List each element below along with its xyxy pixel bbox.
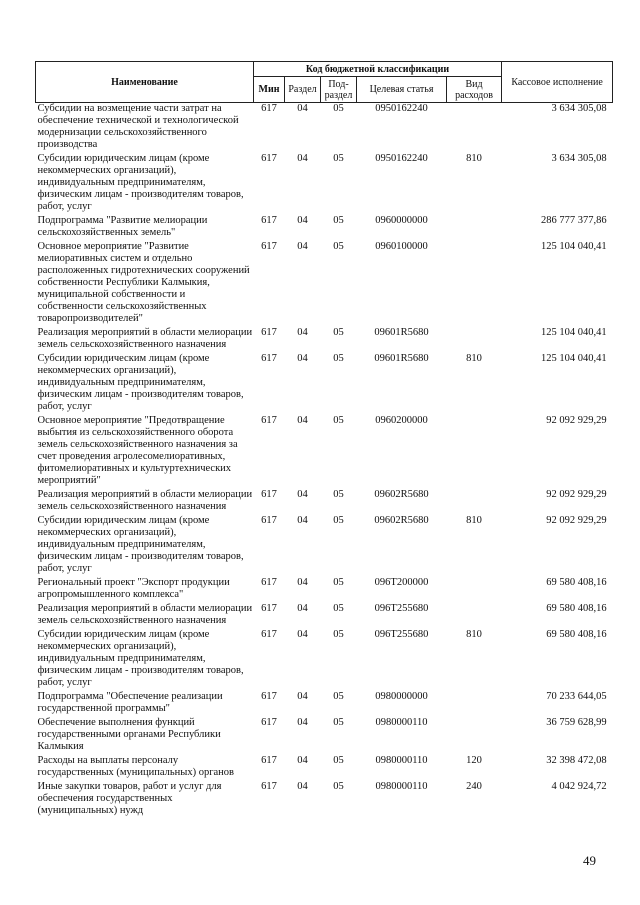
row-name: Расходы на выплаты персоналу государственных (муниципальных) органов: [37, 755, 235, 778]
row-razdel: 04: [297, 629, 308, 640]
row-razdel: 04: [297, 515, 308, 526]
row-min: 617: [261, 577, 277, 588]
row-name: Подпрограмма "Обеспечение реализации государственной программы": [37, 691, 223, 714]
row-podrazdel: 05: [333, 215, 344, 226]
row-amount: 70 233 644,05: [546, 691, 607, 702]
header-vid: Вид расходов: [447, 77, 502, 103]
row-name: Подпрограмма "Развитие мелиорации сельскохозяйственных земель": [37, 215, 208, 238]
row-target: 0960200000: [375, 415, 428, 426]
row-min: 617: [261, 717, 277, 728]
row-target: 0980000110: [375, 781, 428, 792]
row-amount: 36 759 628,99: [546, 717, 607, 728]
row-target: 0980000110: [375, 717, 428, 728]
row-name: Субсидии на возмещение части затрат на обеспечение технической и технологической модернизации сельскохозяйственного производства: [37, 103, 239, 150]
row-razdel: 04: [297, 691, 308, 702]
row-amount: 92 092 929,29: [546, 489, 607, 500]
row-podrazdel: 05: [333, 415, 344, 426]
row-name: Основное мероприятие "Развитие мелиоративных систем и отдельно расположенных гидротехнических сооружений собственности Республики Калмыкия, муниципальной собственности и собственности сельскохозяйственных товаропроизводителей": [37, 241, 250, 324]
header-podrazdel: Под-раздел: [321, 77, 357, 103]
table-row: [36, 327, 613, 353]
row-amount: 3 634 305,08: [551, 153, 607, 164]
row-target: 09602R5680: [374, 489, 429, 500]
table-row: [36, 755, 613, 781]
row-min: 617: [261, 629, 277, 640]
row-podrazdel: 05: [333, 489, 344, 500]
row-podrazdel: 05: [333, 781, 344, 792]
row-min: 617: [261, 215, 277, 226]
row-amount: 69 580 408,16: [546, 577, 607, 588]
budget-table: [35, 61, 613, 819]
row-vid: [447, 103, 502, 154]
table-row: [36, 153, 613, 215]
row-amount: 92 092 929,29: [546, 415, 607, 426]
row-vid: [447, 327, 502, 353]
row-target: 0960000000: [375, 215, 428, 226]
row-razdel: 04: [297, 577, 308, 588]
row-podrazdel: 05: [333, 691, 344, 702]
row-name: Субсидии юридическим лицам (кроме некоммерческих организаций), индивидуальным предпринимателям, физическим лицам - производителям товаров, работ, услуг: [37, 515, 244, 574]
row-min: 617: [261, 241, 277, 252]
row-name: Субсидии юридическим лицам (кроме некоммерческих организаций), индивидуальным предпринимателям, физическим лицам - производителям товаров, работ, услуг: [37, 353, 244, 412]
row-podrazdel: 05: [333, 629, 344, 640]
page-number: 49: [583, 853, 596, 868]
row-amount: 32 398 472,08: [546, 755, 607, 766]
row-name: Региональный проект "Экспорт продукции агропромышленного комплекса": [37, 577, 230, 600]
row-target: 09601R5680: [374, 327, 429, 338]
row-name: Основное мероприятие "Предотвращение выбытия из сельскохозяйственного оборота земель сельскохозяйственного назначения за счет проведения агролесомелиоративных, фитомелиоративных и культуртехнических мероприятий": [37, 415, 238, 486]
row-podrazdel: 05: [333, 515, 344, 526]
row-vid: 810: [466, 353, 482, 364]
table-header: [36, 62, 613, 103]
row-min: 617: [261, 691, 277, 702]
row-name: Обеспечение выполнения функций государственными органами Республики Калмыкия: [37, 717, 221, 752]
row-podrazdel: 05: [333, 755, 344, 766]
row-razdel: 04: [297, 415, 308, 426]
table-body: [36, 103, 613, 820]
row-min: 617: [261, 755, 277, 766]
row-vid: [447, 717, 502, 755]
row-razdel: 04: [297, 215, 308, 226]
table-row: [36, 415, 613, 489]
row-min: 617: [261, 489, 277, 500]
row-vid: [447, 603, 502, 629]
row-amount: 69 580 408,16: [546, 629, 607, 640]
row-min: 617: [261, 327, 277, 338]
row-amount: 286 777 377,86: [540, 215, 607, 226]
header-kassa: Кассовое исполнение: [502, 62, 613, 103]
row-vid: [447, 415, 502, 489]
header-min: Мин: [254, 77, 285, 103]
row-vid: [447, 215, 502, 241]
row-vid: 810: [466, 629, 482, 640]
row-name: Субсидии юридическим лицам (кроме некоммерческих организаций), индивидуальным предпринимателям, физическим лицам - производителям товаров, работ, услуг: [37, 153, 244, 212]
row-target: 096T255680: [374, 603, 429, 614]
row-min: 617: [261, 781, 277, 792]
row-razdel: 04: [297, 755, 308, 766]
row-vid: [447, 489, 502, 515]
row-name: Иные закупки товаров, работ и услуг для обеспечения государственных (муниципальных) нужд: [37, 781, 222, 816]
table-row: [36, 781, 613, 819]
row-target: 09601R5680: [374, 353, 429, 364]
row-podrazdel: 05: [333, 153, 344, 164]
row-min: 617: [261, 415, 277, 426]
row-name: Реализация мероприятий в области мелиорации земель сельскохозяйственного назначения: [37, 327, 253, 350]
header-target: Целевая статья: [357, 77, 447, 103]
table-row: [36, 103, 613, 154]
table-row: [36, 489, 613, 515]
row-amount: 69 580 408,16: [546, 603, 607, 614]
row-razdel: 04: [297, 781, 308, 792]
row-razdel: 04: [297, 153, 308, 164]
row-min: 617: [261, 103, 277, 114]
row-vid: [447, 691, 502, 717]
table-row: [36, 691, 613, 717]
table-row: [36, 515, 613, 577]
row-min: 617: [261, 353, 277, 364]
row-razdel: 04: [297, 241, 308, 252]
table-row: [36, 717, 613, 755]
budget-table-container: [35, 61, 612, 819]
row-vid: 120: [466, 755, 482, 766]
row-name: Реализация мероприятий в области мелиорации земель сельскохозяйственного назначения: [37, 603, 253, 626]
row-target: 0980000110: [375, 755, 428, 766]
row-vid: 810: [466, 153, 482, 164]
row-vid: 240: [466, 781, 482, 792]
row-name: Субсидии юридическим лицам (кроме некоммерческих организаций), индивидуальным предпринимателям, физическим лицам - производителям товаров, работ, услуг: [37, 629, 244, 688]
header-code-group: Код бюджетной классификации: [254, 62, 502, 77]
row-target: 0980000000: [375, 691, 428, 702]
row-target: 096T255680: [374, 629, 429, 640]
row-podrazdel: 05: [333, 577, 344, 588]
row-name: Реализация мероприятий в области мелиорации земель сельскохозяйственного назначения: [37, 489, 253, 512]
header-razdel: Раздел: [285, 77, 321, 103]
row-min: 617: [261, 153, 277, 164]
row-razdel: 04: [297, 717, 308, 728]
row-amount: 3 634 305,08: [551, 103, 607, 114]
table-row: [36, 629, 613, 691]
table-row: [36, 353, 613, 415]
row-min: 617: [261, 603, 277, 614]
row-amount: 125 104 040,41: [540, 241, 607, 252]
table-row: [36, 577, 613, 603]
row-podrazdel: 05: [333, 603, 344, 614]
row-amount: 125 104 040,41: [540, 353, 607, 364]
header-name: Наименование: [36, 62, 254, 103]
row-razdel: 04: [297, 603, 308, 614]
row-podrazdel: 05: [333, 241, 344, 252]
table-row: [36, 603, 613, 629]
row-razdel: 04: [297, 489, 308, 500]
row-min: 617: [261, 515, 277, 526]
table-row: [36, 241, 613, 327]
row-amount: 4 042 924,72: [551, 781, 607, 792]
row-vid: 810: [466, 515, 482, 526]
row-target: 096T200000: [374, 577, 429, 588]
row-amount: 92 092 929,29: [546, 515, 607, 526]
row-vid: [447, 241, 502, 327]
row-target: 0950162240: [375, 103, 428, 114]
row-target: 0950162240: [375, 153, 428, 164]
table-row: [36, 215, 613, 241]
row-podrazdel: 05: [333, 353, 344, 364]
row-target: 09602R5680: [374, 515, 429, 526]
row-podrazdel: 05: [333, 327, 344, 338]
row-razdel: 04: [297, 327, 308, 338]
row-vid: [447, 577, 502, 603]
row-target: 0960100000: [375, 241, 428, 252]
row-amount: 125 104 040,41: [540, 327, 607, 338]
row-podrazdel: 05: [333, 717, 344, 728]
row-podrazdel: 05: [333, 103, 344, 114]
row-razdel: 04: [297, 103, 308, 114]
row-razdel: 04: [297, 353, 308, 364]
